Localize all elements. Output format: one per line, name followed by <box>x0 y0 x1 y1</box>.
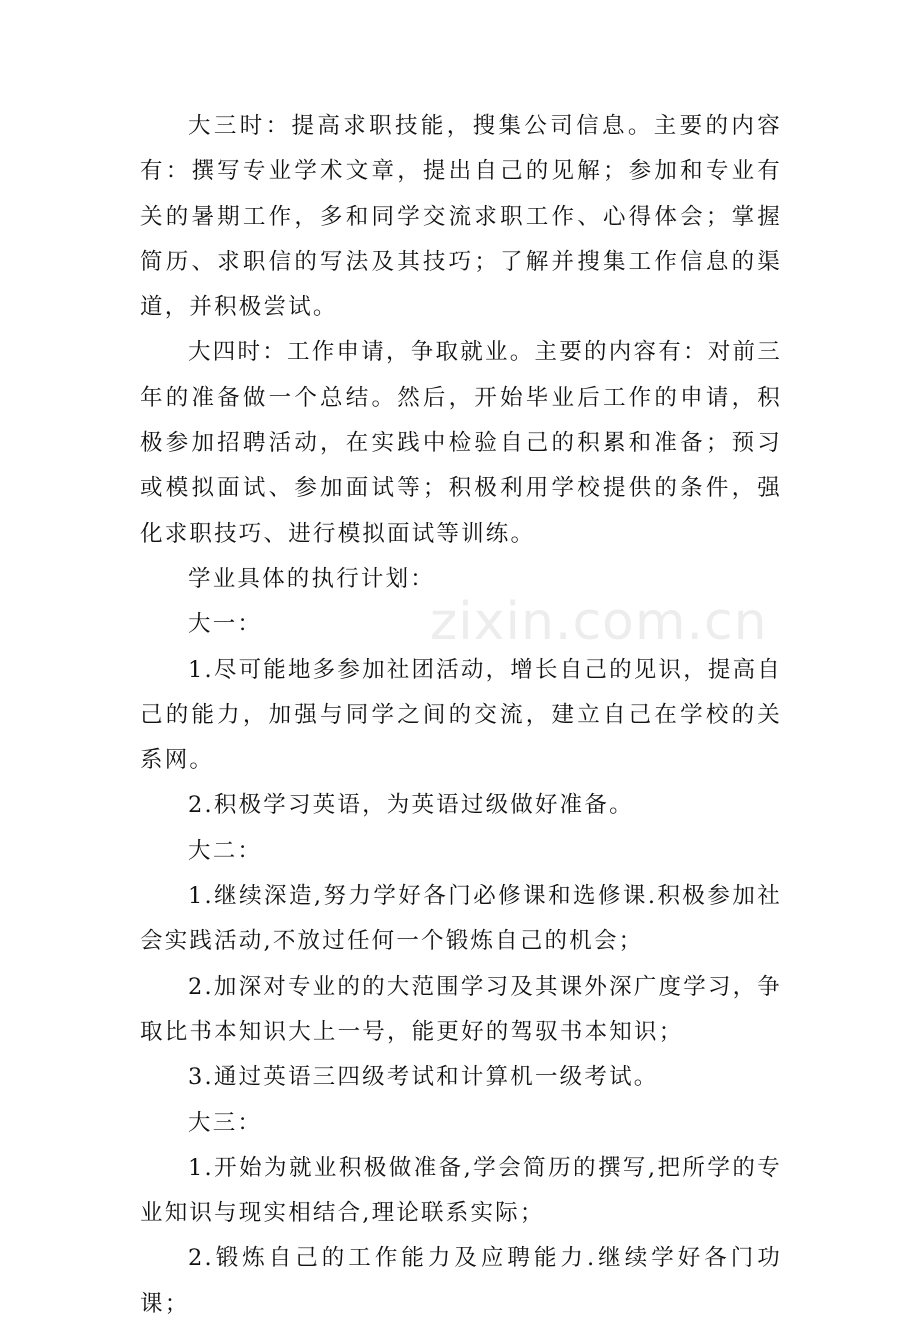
paragraph-freshman-item-2: 2.积极学习英语，为英语过级做好准备。 <box>188 792 634 819</box>
paragraph-sophomore-item-2: 2.加深对专业的的大范围学习及其课外深广度学习，争取比书本知识大上一号，能更好的驾驭书本知识； <box>140 973 782 1045</box>
paragraph-junior-item-2: 2.锻炼自己的工作能力及应聘能力.继续学好各门功课； <box>140 1245 782 1317</box>
paragraph-freshman-heading: 大一： <box>188 611 263 638</box>
paragraph-sophomore-heading: 大二： <box>188 837 263 864</box>
paragraph-junior-item-1: 1.开始为就业积极做准备,学会简历的撰写,把所学的专业知识与现实相结合,理论联系实际； <box>140 1154 782 1227</box>
watermark: zixin.com.cn <box>430 592 768 652</box>
paragraph-junior-heading: 大三： <box>188 1109 263 1136</box>
paragraph-senior-year-goals: 大四时：工作申请，争取就业。主要的内容有：对前三年的准备做一个总结。然后，开始毕业后工作的申请，积极参加招聘活动，在实践中检验自己的积累和准备；预习或模拟面试、参加面试等；积极利用学校提供的条件，强化求职技巧、进行模拟面试等训练。 <box>140 339 782 547</box>
document-body <box>140 104 782 1327</box>
paragraph-sophomore-item-1: 1.继续深造,努力学好各门必修课和选修课.积极参加社会实践活动,不放过任何一个锻炼自己的机会； <box>140 883 782 955</box>
paragraph-junior-year-goals: 大三时：提高求职技能，搜集公司信息。主要的内容有：撰写专业学术文章，提出自己的见解；参加和专业有关的暑期工作，多和同学交流求职工作、心得体会；掌握简历、求职信的写法及其技巧；了解并搜集工作信息的渠道，并积极尝试。 <box>140 113 782 321</box>
paragraph-freshman-item-1: 1.尽可能地多参加社团活动，增长自己的见识，提高自己的能力，加强与同学之间的交流，建立自己在学校的关系网。 <box>140 656 782 774</box>
paragraph-sophomore-item-3: 3.通过英语三四级考试和计算机一级考试。 <box>188 1064 659 1091</box>
paragraph-plan-heading: 学业具体的执行计划： <box>188 565 436 592</box>
